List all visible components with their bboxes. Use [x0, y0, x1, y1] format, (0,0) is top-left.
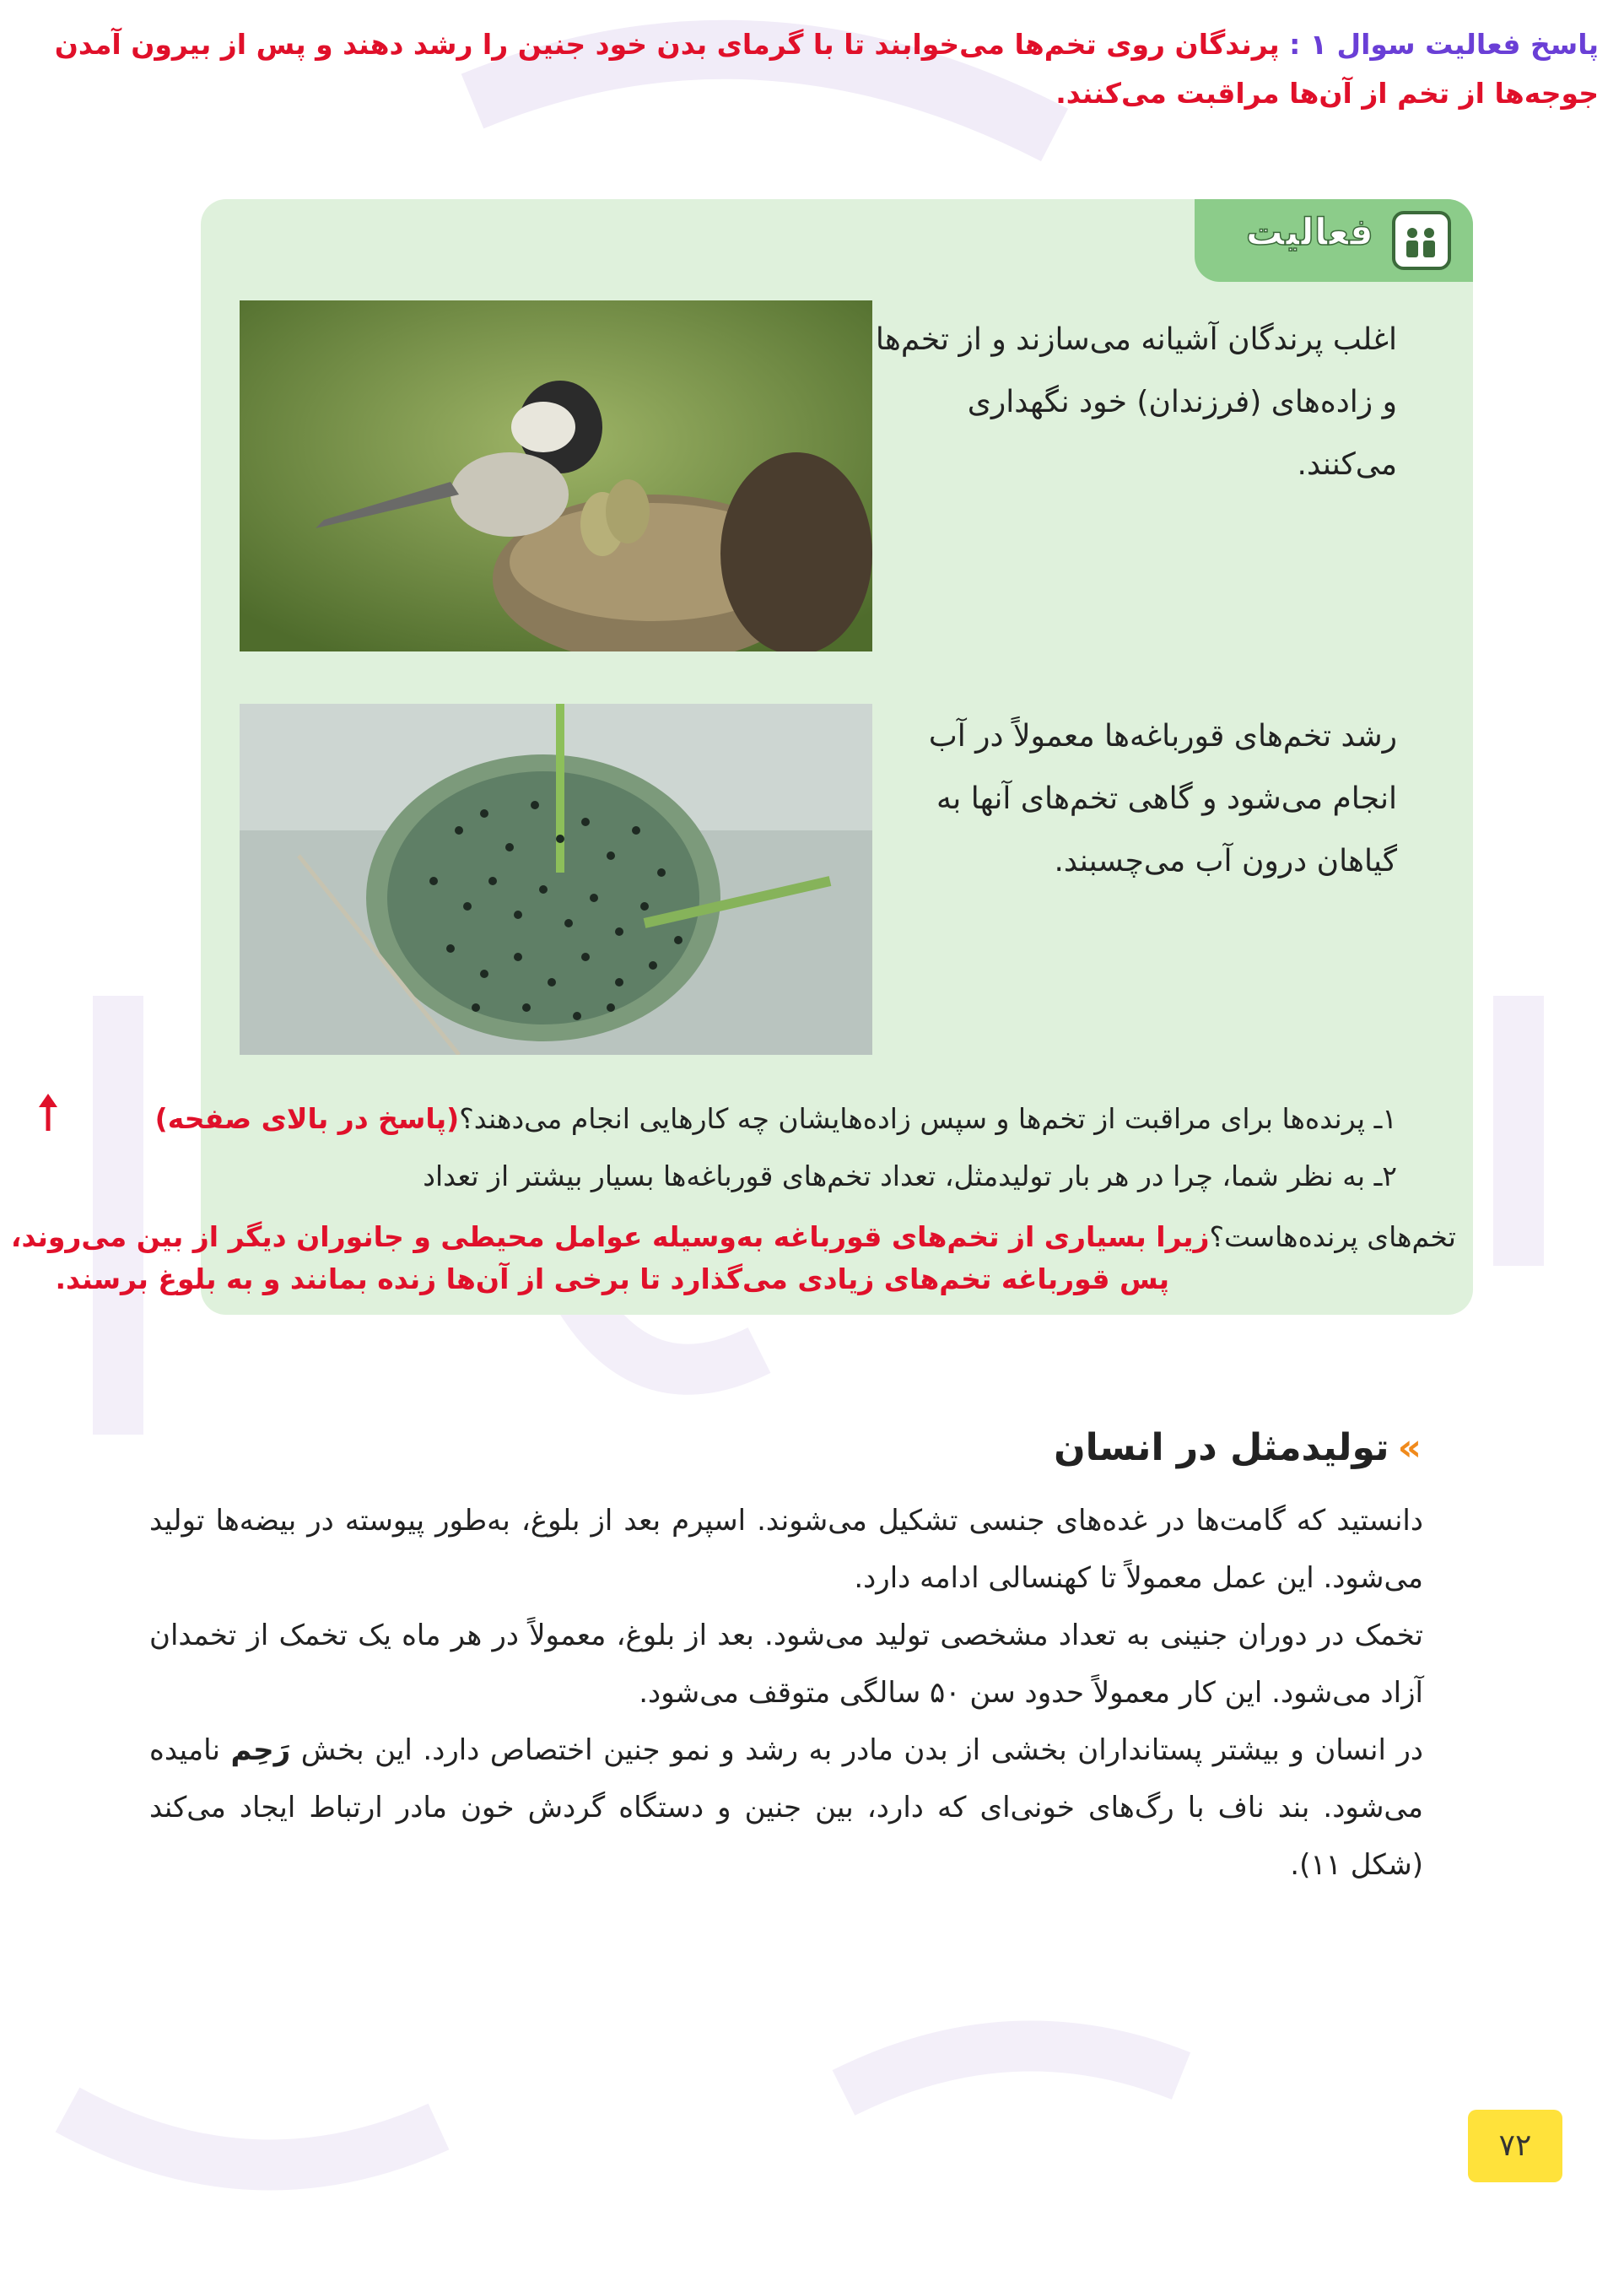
question-2-line1: ۲ـ به نظر شما، چرا در هر بار تولیدمثل، تعداد تخم‌های قورباغه‌ها بسیار بیشتر از تعداد	[423, 1160, 1397, 1192]
bird-nest-photo	[240, 300, 872, 651]
bird-paragraph: اغلب پرندگان آشیانه می‌سازند و از تخم‌ها و زاده‌های (فرزندان) خود نگهداری می‌کنند.	[875, 322, 1397, 482]
question-1-answer-ref: (پاسخ در بالای صفحه)	[154, 1102, 460, 1135]
term-womb: رَحِم	[230, 1733, 291, 1767]
section-title-text: تولیدمثل در انسان	[1054, 1426, 1389, 1469]
question-1-text: ۱ـ پرنده‌ها برای مراقبت از تخم‌ها و سپس زاده‌هایشان چه کارهایی انجام می‌دهند؟	[459, 1102, 1397, 1135]
section-title	[1054, 1426, 1422, 1469]
frog-paragraph: رشد تخم‌های قورباغه‌ها معمولاً در آب انجام می‌شود و گاهی تخم‌های آنها به گیاهان درون آب می‌چسبند.	[928, 719, 1397, 878]
question-2-text: تخم‌های پرنده‌هاست؟	[1209, 1220, 1456, 1253]
chevron-icon: »	[1397, 1426, 1422, 1469]
body-paragraph-3b: نامیده می‌شود. بند ناف با رگ‌های خونی‌ای که دارد، بین جنین و دستگاه گردش خون مادر ارتباط ایجاد می‌کند (شکل ۱۱).	[149, 1733, 1423, 1882]
question-2-answer: زیرا بسیاری از تخم‌های قورباغه به‌وسیله عوامل محیطی و جانوران دیگر از بین می‌روند،	[10, 1220, 1210, 1253]
people-icon	[1392, 211, 1451, 270]
page-number: ۷۲	[1468, 2110, 1562, 2182]
body-paragraph-1: دانستید که گامت‌ها در غده‌های جنسی تشکیل می‌شوند. اسپرم بعد از بلوغ، به‌طور پیوسته در بیضه‌ها تولید می‌شود. این عمل معمولاً تا کهنسالی ادامه دارد.	[149, 1504, 1423, 1595]
arrow-up-icon	[35, 1094, 61, 1132]
body-paragraph-2: تخمک در دوران جنینی به تعداد مشخصی تولید می‌شود. بعد از بلوغ، معمولاً در هر ماه یک تخمک از تخمدان آزاد می‌شود. این کار معمولاً حدود سن ۵۰ سالگی متوقف می‌شود.	[149, 1619, 1423, 1710]
question-2-answer-line2: پس قورباغه تخم‌های زیادی می‌گذارد تا برخی از آن‌ها زنده بمانند و به بلوغ برسند.	[55, 1262, 1169, 1295]
answer-label: پاسخ فعالیت سوال ۱ :	[1289, 28, 1599, 61]
body-paragraph-3	[149, 1722, 1423, 1894]
answer-text	[25, 20, 1599, 118]
question-1	[155, 1094, 1397, 1144]
answer-body: پرندگان روی تخم‌ها می‌خوابند تا با گرمای بدن خود جنین را رشد دهند و پس از بیرون آمدن جوجه‌ها از تخم از آن‌ها مراقبت می‌کنند.	[54, 28, 1599, 110]
activity-title: فعالیت	[1245, 211, 1373, 254]
frog-eggs-photo	[240, 704, 872, 1055]
activity-badge	[1195, 199, 1473, 282]
body-paragraph-3a: در انسان و بیشتر پستانداران بخشی از بدن مادر به رشد و نمو جنین اختصاص دارد. این بخش	[290, 1733, 1424, 1767]
activity-box	[10, 199, 1473, 1315]
